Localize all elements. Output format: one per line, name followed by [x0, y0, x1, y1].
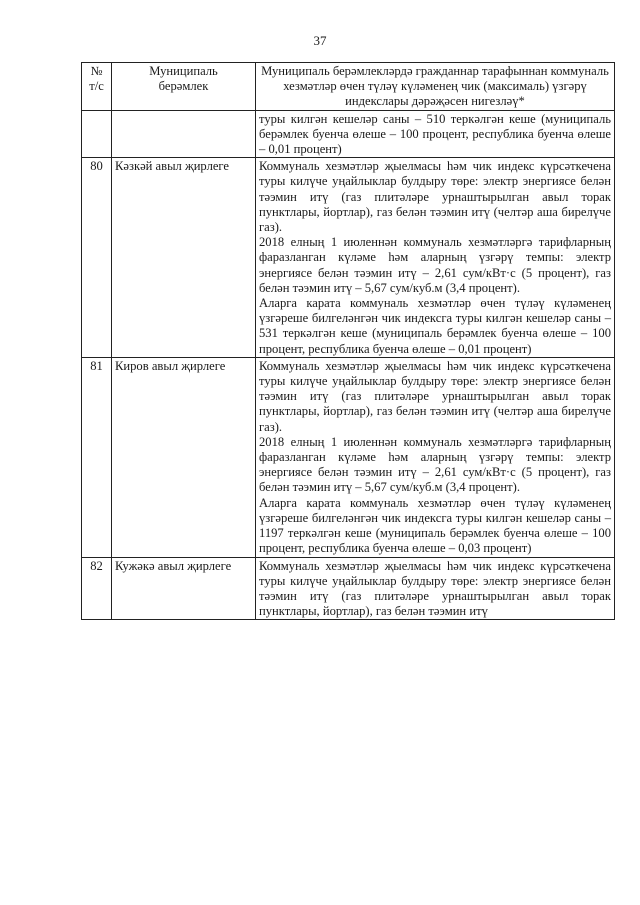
row-paragraph: 2018 елның 1 июленнән коммуналь хезмәтләргә тарифларның фаразланган күләме һәм аларның үзгәрү темпы: электр энергиясе белән тәэмин итү – 2,61 сум/кВт·с (5 процент), газ белән тәэмин итү – 5,67 сум/куб.м (3,4 процент).: [259, 434, 611, 495]
row-description: [256, 110, 615, 158]
header-num: № т/с: [82, 63, 112, 111]
row-municipality: [112, 110, 256, 158]
row-description: [256, 158, 615, 358]
table-row: [82, 557, 615, 620]
row-paragraph: Коммуналь хезмәтләр җыелмасы һәм чик индекс күрсәткечена туры килүче уңайлыклар булдыру төре: электр энергиясе белән тәэмин итү (газ плитәләре урнаштырылган авыл торак пунктлары, йортлар), газ белән тәэмин итү: [259, 558, 611, 619]
header-municipality: Муниципаль берәмлек: [112, 63, 256, 111]
utility-index-table: [81, 62, 615, 620]
table-header-row: [82, 63, 615, 111]
row-description: [256, 557, 615, 620]
row-paragraph: 2018 елның 1 июленнән коммуналь хезмәтләргә тарифларның фаразланган күләме һәм аларның үзгәрү темпы: электр энергиясе белән тәэмин итү – 2,61 сум/кВт·с (5 процент), газ белән тәэмин итү – 5,67 сум/куб.м (3,4 процент).: [259, 235, 611, 295]
row-municipality: Кужәкә авыл җирлеге: [112, 557, 256, 620]
row-num: [82, 110, 112, 158]
row-paragraph: Аларга карата коммуналь хезмәтләр өчен түләү күләменең үзгәреше билгеләнгән чик индексга туры килгән кешеләр саны – 1197 теркәлгән кеше (муниципаль берәмлек буенча өлеше – 100 процент, республика буенча өлеше – 0,03 процент): [259, 495, 611, 556]
row-municipality: Киров авыл җирлеге: [112, 357, 256, 557]
header-description: Муниципаль берәмлекләрдә гражданнар тарафыннан коммуналь хезмәтләр өчен түләү күләменең чик (максималь) үзгәрү индекслары дәрәҗәсен нигезләү*: [256, 63, 615, 111]
row-num: 80: [82, 158, 112, 358]
table-row: [82, 110, 615, 158]
table-row: [82, 158, 615, 358]
row-num: 81: [82, 357, 112, 557]
row-description: [256, 357, 615, 557]
row-municipality: Кәзкәй авыл җирлеге: [112, 158, 256, 358]
row-paragraph: Аларга карата коммуналь хезмәтләр өчен түләү күләменең үзгәреше билгеләнгән чик индексга туры килгән кешеләр саны – 531 теркәлгән кеше (муниципаль берәмлек буенча өлеше – 100 процент, республика буенча өлеше – 0,01 процент): [259, 296, 611, 356]
row-paragraph: Коммуналь хезмәтләр җыелмасы һәм чик индекс күрсәткечена туры килүче уңайлыклар булдыру төре: электр энергиясе белән тәэмин итү (газ плитәләре урнаштырылган авыл торак пунктлары, йортлар), газ белән тәэмин итү (челтәр аша бирелүче газ).: [259, 358, 611, 434]
row-paragraph: Коммуналь хезмәтләр җыелмасы һәм чик индекс күрсәткечена туры килүче уңайлыклар булдыру төре: электр энергиясе белән тәэмин итү (газ плитәләре урнаштырылган авыл торак пунктлары, йортлар), газ белән тәэмин итү (челтәр аша бирелүче газ).: [259, 159, 611, 235]
row-paragraph: туры килгән кешеләр саны – 510 теркәлгән кеше (муниципаль берәмлек буенча өлеше – 100 процент, республика буенча өлеше – 0,01 процент): [259, 111, 611, 157]
page-number: 37: [313, 33, 327, 48]
row-num: 82: [82, 557, 112, 620]
table-row: [82, 357, 615, 557]
